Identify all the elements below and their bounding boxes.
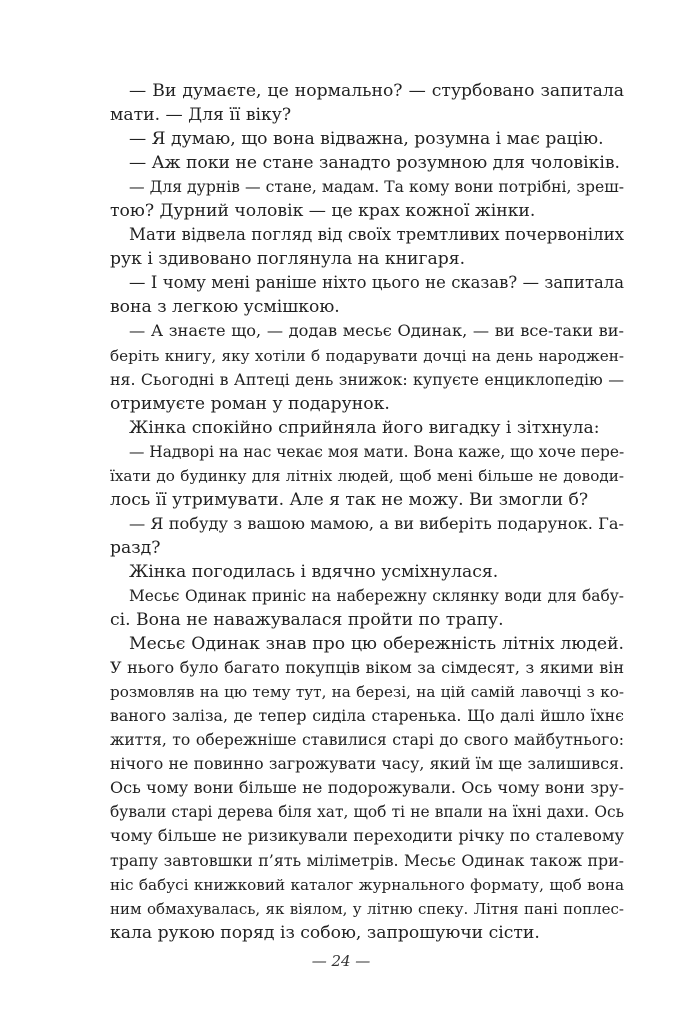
text-line: бували старі дерева біля хат, щоб ті не впали на їхні дахи. Ось [110,803,624,822]
text-line: — Я думаю, що вона відважна, розумна і має рацію. [129,129,604,150]
text-line: ним обмахувалась, як віялом, у літню спеку. Літня пані поплес- [110,899,624,918]
text-line: вона з легкою усмішкою. [110,297,340,318]
text-line: ня. Сьогодні в Аптеці день знижок: купуєте енциклопедію — [110,369,624,389]
text-line: Месьє Одинак приніс на набережну склянку води для бабу- [129,586,624,605]
text-line: отримуєте роман у подарунок. [110,393,390,414]
text-line: Ось чому вони більше не подорожували. Ось чому вони зру- [110,778,624,798]
body-text [110,79,624,945]
text-line: трапу завтовшки п’ять міліметрів. Месьє Одинак також при- [110,850,624,870]
page-number: — 24 — [311,952,371,970]
text-line: У нього було багато покупців віком за сімдесят, з якими він [110,658,624,678]
text-line: Жінка погодилась і вдячно усміхнулася. [129,561,499,582]
text-line: сі. Вона не наважувалася пройти по трапу. [110,610,504,631]
text-line: лось її утримувати. Але я так не можу. Ви змогли б? [110,489,589,510]
text-line: життя, то обережніше ставилися старі до свого майбутнього: [110,731,624,750]
text-line: — І чому мені раніше ніхто цього не сказав? — запитала [129,273,624,293]
text-line: чому більше не ризикували переходити річку по сталевому [110,826,624,846]
text-line: — Ви думаєте, це нормально? — стурбовано запитала [129,81,624,101]
text-line: мати. — Для її віку? [110,105,292,126]
text-line: — Для дурнів — стане, мадам. Та кому вони потрібні, зреш- [129,178,624,197]
text-line: тою? Дурний чоловік — це крах кожної жінки. [110,201,536,222]
text-line: їхати до будинку для літніх людей, щоб мені більше не доводи- [110,466,624,485]
text-line: Месьє Одинак знав про цю обережність літніх людей. [129,634,624,655]
text-line: Мати відвела погляд від своїх тремтливих почервонілих [129,225,624,245]
text-line: нічого не повинно загрожувати часу, який їм ще залишився. [110,754,624,774]
text-line: ніс бабусі книжковий каталог журнального формату, щоб вона [110,875,624,894]
text-line: Жінка спокійно сприйняла його вигадку і зітхнула: [129,417,600,438]
text-line: розмовляв на цю тему тут, на березі, на цій самій лавочці з ко- [110,683,624,702]
text-line: рук і здивовано поглянула на книгаря. [110,249,466,270]
text-line: — Надворі на нас чекає моя мати. Вона каже, що хоче пере- [129,442,624,461]
text-line: ваного заліза, де тепер сиділа старенька. Що далі йшло їхнє [110,706,624,726]
text-line: разд? [110,537,161,558]
text-line: кала рукою поряд із собою, запрошуючи сісти. [110,922,540,943]
text-line: — А знаєте що, — додав месьє Одинак, — ви все-таки ви- [129,321,624,341]
text-line: — Аж поки не стане занадто розумною для чоловіків. [129,153,620,174]
text-line: беріть книгу, яку хотіли б подарувати дочці на день народжен- [110,346,624,365]
text-line: — Я побуду з вашою мамою, а ви виберіть подарунок. Га- [129,513,624,533]
